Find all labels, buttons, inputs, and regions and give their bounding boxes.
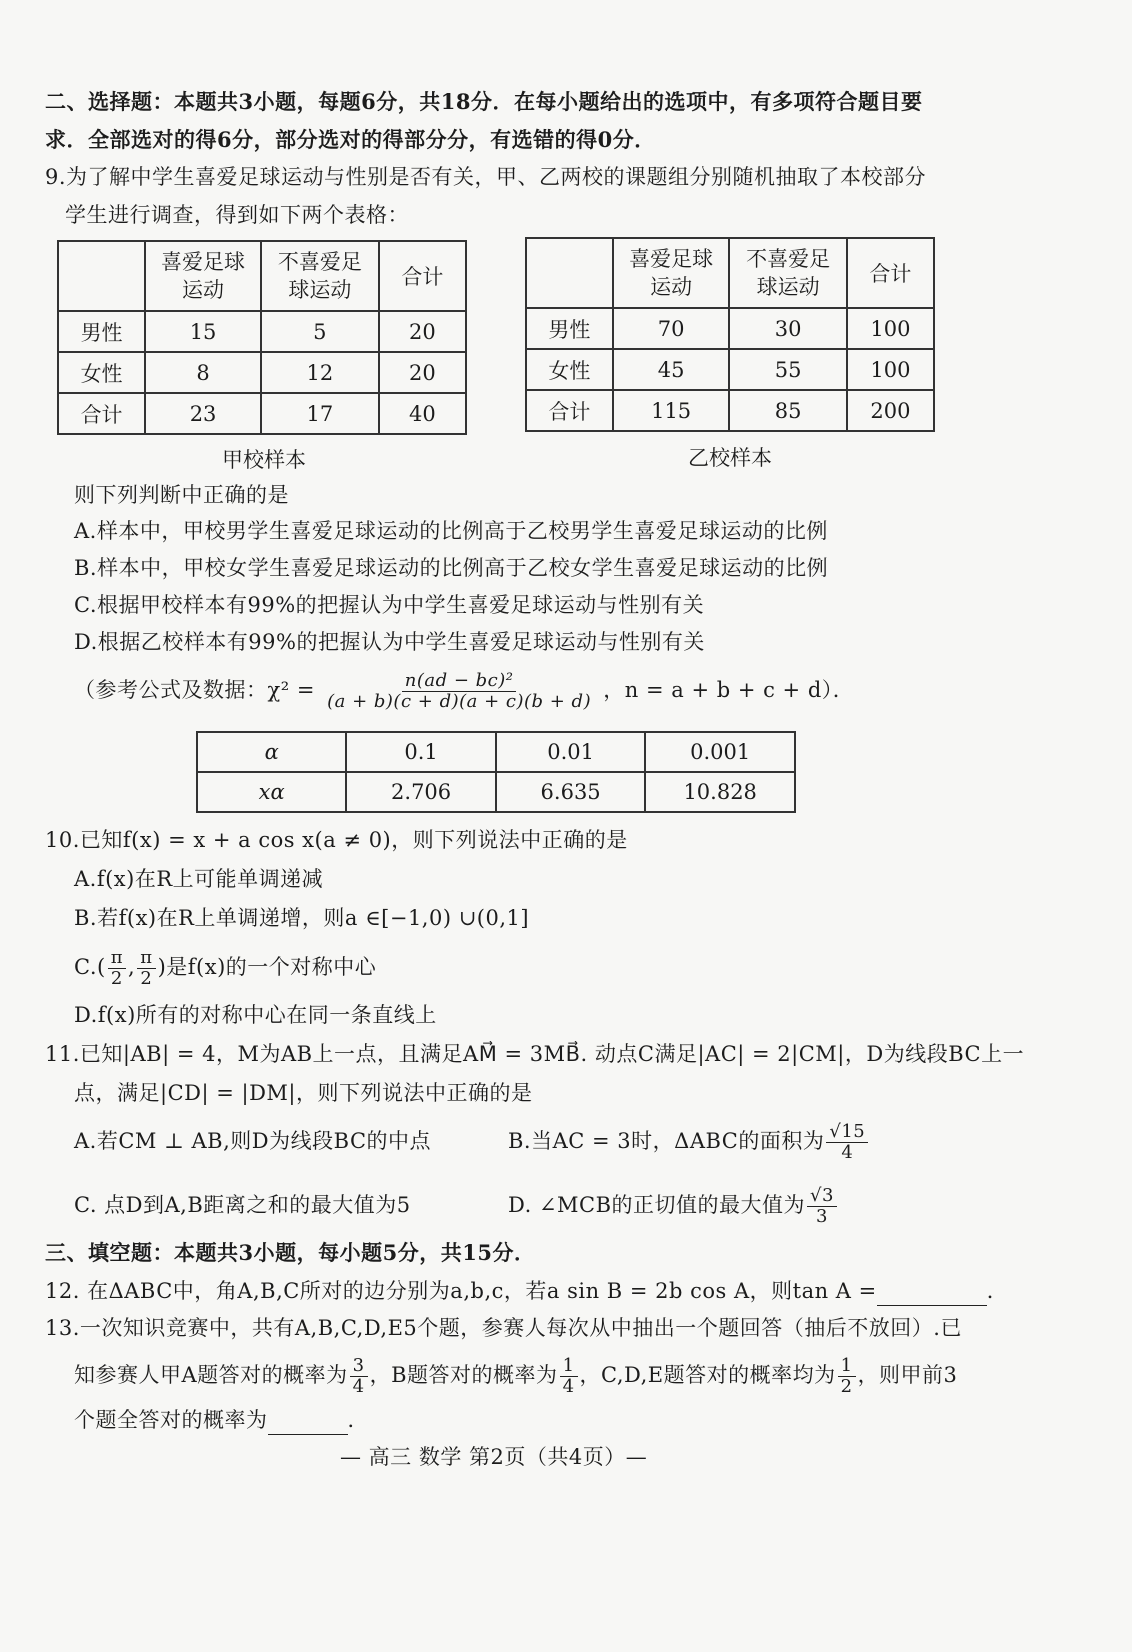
section2-header-line2: 求．全部选对的得6分，部分选对的得部分分，有选错的得0分． [45, 127, 656, 152]
q9-stem-line1: 9.为了解中学生喜爱足球运动与性别是否有关，甲、乙两校的课题组分别随机抽取了本校部分 [45, 165, 927, 189]
q11-optd-text: D. ∠MCB的正切值的最大值为 [508, 1193, 806, 1217]
q13-line3 [74, 1405, 369, 1435]
q10-optc-suffix: )是f(x)的一个对称中心 [157, 955, 377, 979]
table-a-cell: 女性 [58, 352, 145, 393]
ref-cell: 0.1 [346, 732, 496, 772]
q11-stem-line2: 点，满足|CD| = |DM|，则下列说法中正确的是 [74, 1081, 533, 1105]
table-a-cell: 15 [145, 311, 261, 352]
table-a-header-cell: 不喜爱足 球运动 [261, 241, 379, 311]
table-b-cell: 70 [613, 308, 730, 349]
q9-option-c: C.根据甲校样本有99%的把握认为中学生喜爱足球运动与性别有关 [74, 593, 705, 617]
table-a-cell: 20 [379, 352, 466, 393]
table-a-header-cell: 喜爱足球 运动 [145, 241, 261, 311]
q13-line1: 13.一次知识竞赛中，共有A,B,C,D,E5个题，参赛人每次从中抽出一个题回答（抽后不放回）.已 [45, 1316, 962, 1340]
one-quarter-fraction [560, 1356, 578, 1397]
table-b-cell: 男性 [526, 308, 613, 349]
table-a-cell: 12 [261, 352, 379, 393]
sqrt3-over-3-fraction [807, 1186, 837, 1227]
table-a-cell: 5 [261, 311, 379, 352]
table-a-caption: 甲校样本 [222, 448, 306, 472]
q9-stem-line2: 学生进行调查，得到如下两个表格： [65, 203, 409, 227]
q10-optc-prefix: C.( [74, 955, 106, 979]
q11-stem-line1: 11.已知|AB| = 4，M为AB上一点，且满足AM⃗ = 3MB⃗. 动点C满足|AC| = 2|CM|，D为线段BC上一 [45, 1042, 1025, 1066]
frac-den: 4 [562, 1376, 575, 1397]
one-half-fraction [838, 1356, 856, 1397]
table-b-header-cell [526, 238, 613, 308]
pi-over-2-fraction [137, 948, 155, 989]
q12-text: 12. 在ΔABC中，角A,B,C所对的边分别为a,b,c，若a sin B = 2b cos A，则tan A = [45, 1279, 877, 1303]
q12-end: ． [986, 1279, 1009, 1303]
table-b-cell: 115 [613, 390, 730, 431]
table-b-cell: 55 [729, 349, 846, 390]
frac-den: 4 [841, 1142, 854, 1163]
frac-num: 3 [350, 1356, 368, 1377]
frac-num: √15 [826, 1122, 868, 1143]
q12-answer-blank[interactable] [877, 1285, 987, 1306]
table-b-header-cell: 合计 [847, 238, 934, 308]
q11-option-a: A.若CM ⊥ AB,则D为线段BC的中点 [74, 1129, 432, 1153]
frac-num: 1 [838, 1356, 856, 1377]
q13-text-b: ，B题答对的概率为 [369, 1363, 558, 1387]
q9-prompt: 则下列判断中正确的是 [74, 483, 289, 507]
q9-option-b: B.样本中，甲校女学生喜爱足球运动的比例高于乙校女学生喜爱足球运动的比例 [74, 556, 829, 580]
q13-text-end: 个题全答对的概率为 [74, 1408, 268, 1432]
critical-value-table [196, 731, 796, 813]
ref-cell: α [197, 732, 346, 772]
table-b-cell: 女性 [526, 349, 613, 390]
section3-header: 三、填空题：本题共3小题，每小题5分，共15分． [45, 1240, 536, 1265]
q11-option-d [508, 1182, 839, 1228]
page-footer: — 高三 数学 第2页（共4页）— [340, 1445, 648, 1469]
ref-cell: 0.001 [645, 732, 795, 772]
table-a-cell: 20 [379, 311, 466, 352]
table-school-b [525, 237, 935, 432]
q13-answer-blank[interactable] [268, 1414, 348, 1435]
q13-text-a: 知参赛人甲A题答对的概率为 [74, 1363, 348, 1387]
table-b-header-cell: 不喜爱足 球运动 [729, 238, 846, 308]
frac-num: π [137, 948, 155, 969]
table-b-cell: 合计 [526, 390, 613, 431]
ref-cell: 10.828 [645, 772, 795, 812]
table-a-cell: 23 [145, 393, 261, 434]
q12 [45, 1276, 1008, 1306]
q10-option-d: D.f(x)所有的对称中心在同一条直线上 [74, 1003, 437, 1027]
table-a-cell: 8 [145, 352, 261, 393]
frac-den: 2 [140, 968, 153, 989]
table-a-cell: 男性 [58, 311, 145, 352]
formula-suffix: ，n = a + b + c + d）． [603, 678, 855, 702]
ref-cell: 6.635 [496, 772, 646, 812]
table-b-cell: 45 [613, 349, 730, 390]
table-school-a [57, 240, 467, 435]
frac-num: √3 [807, 1186, 837, 1207]
table-b-cell: 200 [847, 390, 934, 431]
section2-header-line1: 二、选择题：本题共3小题，每题6分，共18分．在每小题给出的选项中，有多项符合题目要 [45, 89, 923, 114]
q11-optb-text: B.当AC = 3时，ΔABC的面积为 [508, 1129, 825, 1153]
table-b-cell: 100 [847, 349, 934, 390]
q13-text-d: ，则甲前3 [857, 1363, 958, 1387]
q13-text-c: ，C,D,E题答对的概率均为 [579, 1363, 836, 1387]
frac-den: 4 [352, 1376, 365, 1397]
frac-den: 2 [840, 1376, 853, 1397]
ref-cell: 0.01 [496, 732, 646, 772]
table-a-header-cell [58, 241, 145, 311]
q13-line2 [74, 1352, 957, 1398]
table-a-cell: 17 [261, 393, 379, 434]
formula-numerator: n(ad − bc)² [402, 671, 517, 692]
q10-option-b: B.若f(x)在R上单调递增，则a ∈[−1,0) ∪(0,1] [74, 906, 530, 930]
q9-option-d: D.根据乙校样本有99%的把握认为中学生喜爱足球运动与性别有关 [74, 630, 705, 654]
q11-option-b [508, 1118, 870, 1164]
frac-num: 1 [560, 1356, 578, 1377]
three-quarters-fraction [350, 1356, 368, 1397]
frac-den: 2 [110, 968, 123, 989]
q10-option-c: C.( $\frac{\pi}{2}$ , $\frac{\pi}{2}$ )是f(x)的一个对称中心 [74, 947, 377, 989]
q10-stem: 10.已知f(x) = x + a cos x(a ≠ 0)，则下列说法中正确的是 [45, 828, 628, 852]
table-b-cell: 85 [729, 390, 846, 431]
table-b-cell: 100 [847, 308, 934, 349]
table-a-header-cell: 合计 [379, 241, 466, 311]
table-b-cell: 30 [729, 308, 846, 349]
chi-square-fraction [324, 671, 594, 712]
ref-cell: xα [197, 772, 346, 812]
q10-option-a: A.f(x)在R上可能单调递减 [74, 867, 324, 891]
q9-formula [74, 666, 854, 714]
formula-denominator: (a + b)(c + d)(a + c)(b + d) [327, 691, 592, 712]
q9-option-a: A.样本中，甲校男学生喜爱足球运动的比例高于乙校男学生喜爱足球运动的比例 [74, 519, 828, 543]
pi-over-2-fraction [108, 948, 126, 989]
table-a-cell: 合计 [58, 393, 145, 434]
ref-cell: 2.706 [346, 772, 496, 812]
q11-option-c: C. 点D到A,B距离之和的最大值为5 [74, 1193, 411, 1217]
q13-end: ． [347, 1408, 369, 1432]
table-a-cell: 40 [379, 393, 466, 434]
sqrt15-over-4-fraction [826, 1122, 868, 1163]
frac-den: 3 [816, 1206, 828, 1227]
frac-num: π [108, 948, 126, 969]
formula-prefix: （参考公式及数据：χ² = [74, 678, 315, 702]
table-b-header-cell: 喜爱足球 运动 [613, 238, 730, 308]
table-b-caption: 乙校样本 [688, 446, 772, 470]
